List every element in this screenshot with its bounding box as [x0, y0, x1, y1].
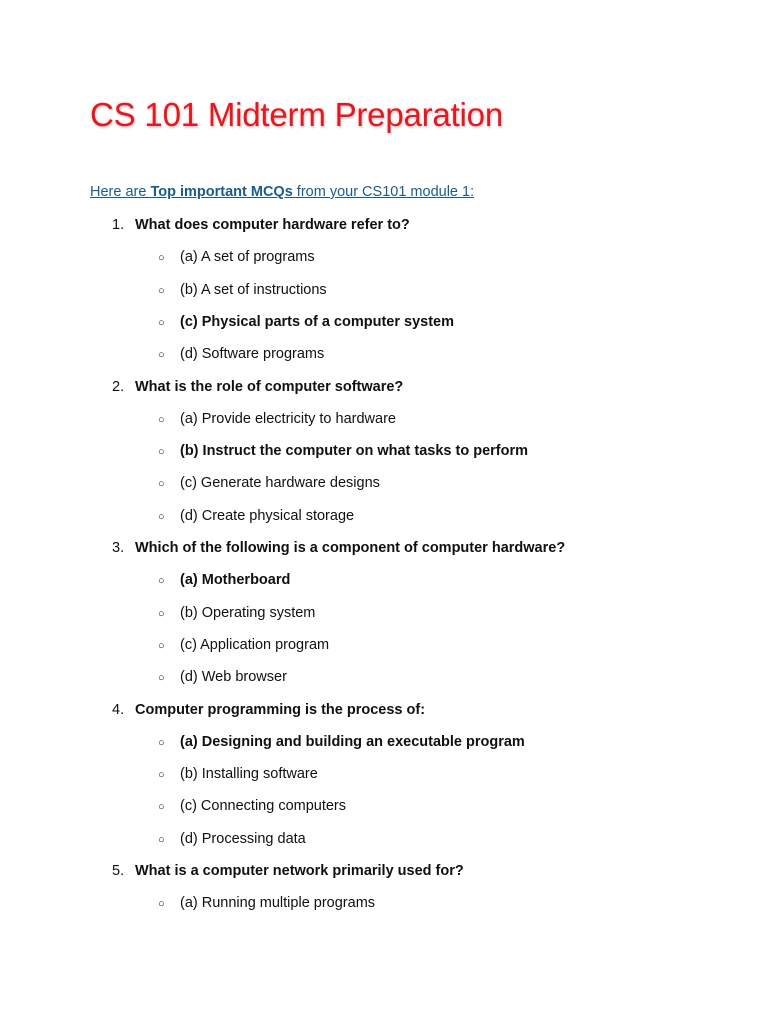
option-text: (a) Designing and building an executable program [180, 733, 525, 750]
option-text: (d) Processing data [180, 830, 306, 847]
question-number: 1. [112, 217, 125, 233]
option-text: (a) Motherboard [180, 572, 291, 589]
circle-bullet-icon: ○ [158, 769, 165, 782]
option [158, 247, 315, 268]
option-text: (a) Provide electricity to hardware [180, 410, 396, 427]
question-text: What does computer hardware refer to? [135, 217, 410, 233]
intro-text-before: Here are [90, 184, 151, 200]
option [158, 603, 315, 624]
circle-bullet-icon: ○ [158, 898, 165, 911]
option-text: (b) Instruct the computer on what tasks to perform [180, 443, 529, 460]
circle-bullet-icon: ○ [158, 639, 165, 652]
circle-bullet-icon: ○ [158, 736, 165, 749]
circle-bullet-icon: ○ [158, 478, 165, 491]
option [158, 893, 375, 914]
option [158, 796, 346, 817]
question-1 [112, 215, 410, 235]
question-number: 4. [112, 701, 125, 718]
option-text: (c) Generate hardware designs [180, 475, 380, 492]
intro-text-after: from your CS101 module 1: [292, 184, 475, 200]
question-number: 2. [112, 378, 125, 395]
circle-bullet-icon: ○ [158, 801, 165, 814]
option [158, 473, 380, 494]
option-text: (d) Web browser [180, 669, 287, 686]
option-text: (b) A set of instructions [180, 281, 327, 298]
page-title: CS 101 Midterm Preparation [90, 96, 503, 133]
question-number: 3. [112, 540, 125, 556]
intro-text-bold: Top important MCQs [150, 184, 293, 200]
circle-bullet-icon: ○ [158, 833, 165, 846]
option [158, 635, 329, 656]
option-correct [158, 732, 525, 753]
option [158, 344, 324, 365]
circle-bullet-icon: ○ [158, 252, 165, 265]
question-4 [112, 700, 425, 720]
question-text: Which of the following is a component of computer hardware? [135, 540, 566, 556]
option-text: (d) Software programs [180, 346, 325, 363]
circle-bullet-icon: ○ [158, 446, 165, 459]
option-text: (c) Application program [180, 636, 330, 653]
option-correct [158, 570, 290, 591]
option-text: (d) Create physical storage [180, 507, 355, 524]
circle-bullet-icon: ○ [158, 316, 165, 329]
option [158, 280, 327, 301]
circle-bullet-icon: ○ [158, 672, 165, 685]
circle-bullet-icon: ○ [158, 349, 165, 362]
option-correct [158, 441, 528, 462]
option [158, 829, 306, 850]
question-5 [112, 861, 464, 881]
option-text: (b) Operating system [180, 604, 316, 621]
circle-bullet-icon: ○ [158, 510, 165, 523]
option [158, 667, 287, 688]
option [158, 506, 354, 527]
question-3 [112, 538, 565, 558]
question-number: 5. [112, 863, 125, 879]
question-text: What is the role of computer software? [135, 378, 404, 395]
option [158, 764, 318, 785]
question-text: Computer programming is the process of: [135, 701, 426, 718]
option-text: (a) A set of programs [180, 249, 315, 266]
option-text: (c) Physical parts of a computer system [180, 313, 454, 330]
question-2 [112, 377, 403, 397]
circle-bullet-icon: ○ [158, 575, 165, 588]
circle-bullet-icon: ○ [158, 284, 165, 297]
circle-bullet-icon: ○ [158, 607, 165, 620]
option-text: (a) Running multiple programs [180, 895, 376, 912]
option-correct [158, 312, 454, 333]
question-text: What is a computer network primarily used for? [135, 863, 464, 879]
intro-line[interactable] [90, 182, 474, 202]
option-text: (b) Installing software [180, 766, 318, 783]
option [158, 409, 396, 430]
option-text: (c) Connecting computers [180, 798, 347, 815]
circle-bullet-icon: ○ [158, 413, 165, 426]
